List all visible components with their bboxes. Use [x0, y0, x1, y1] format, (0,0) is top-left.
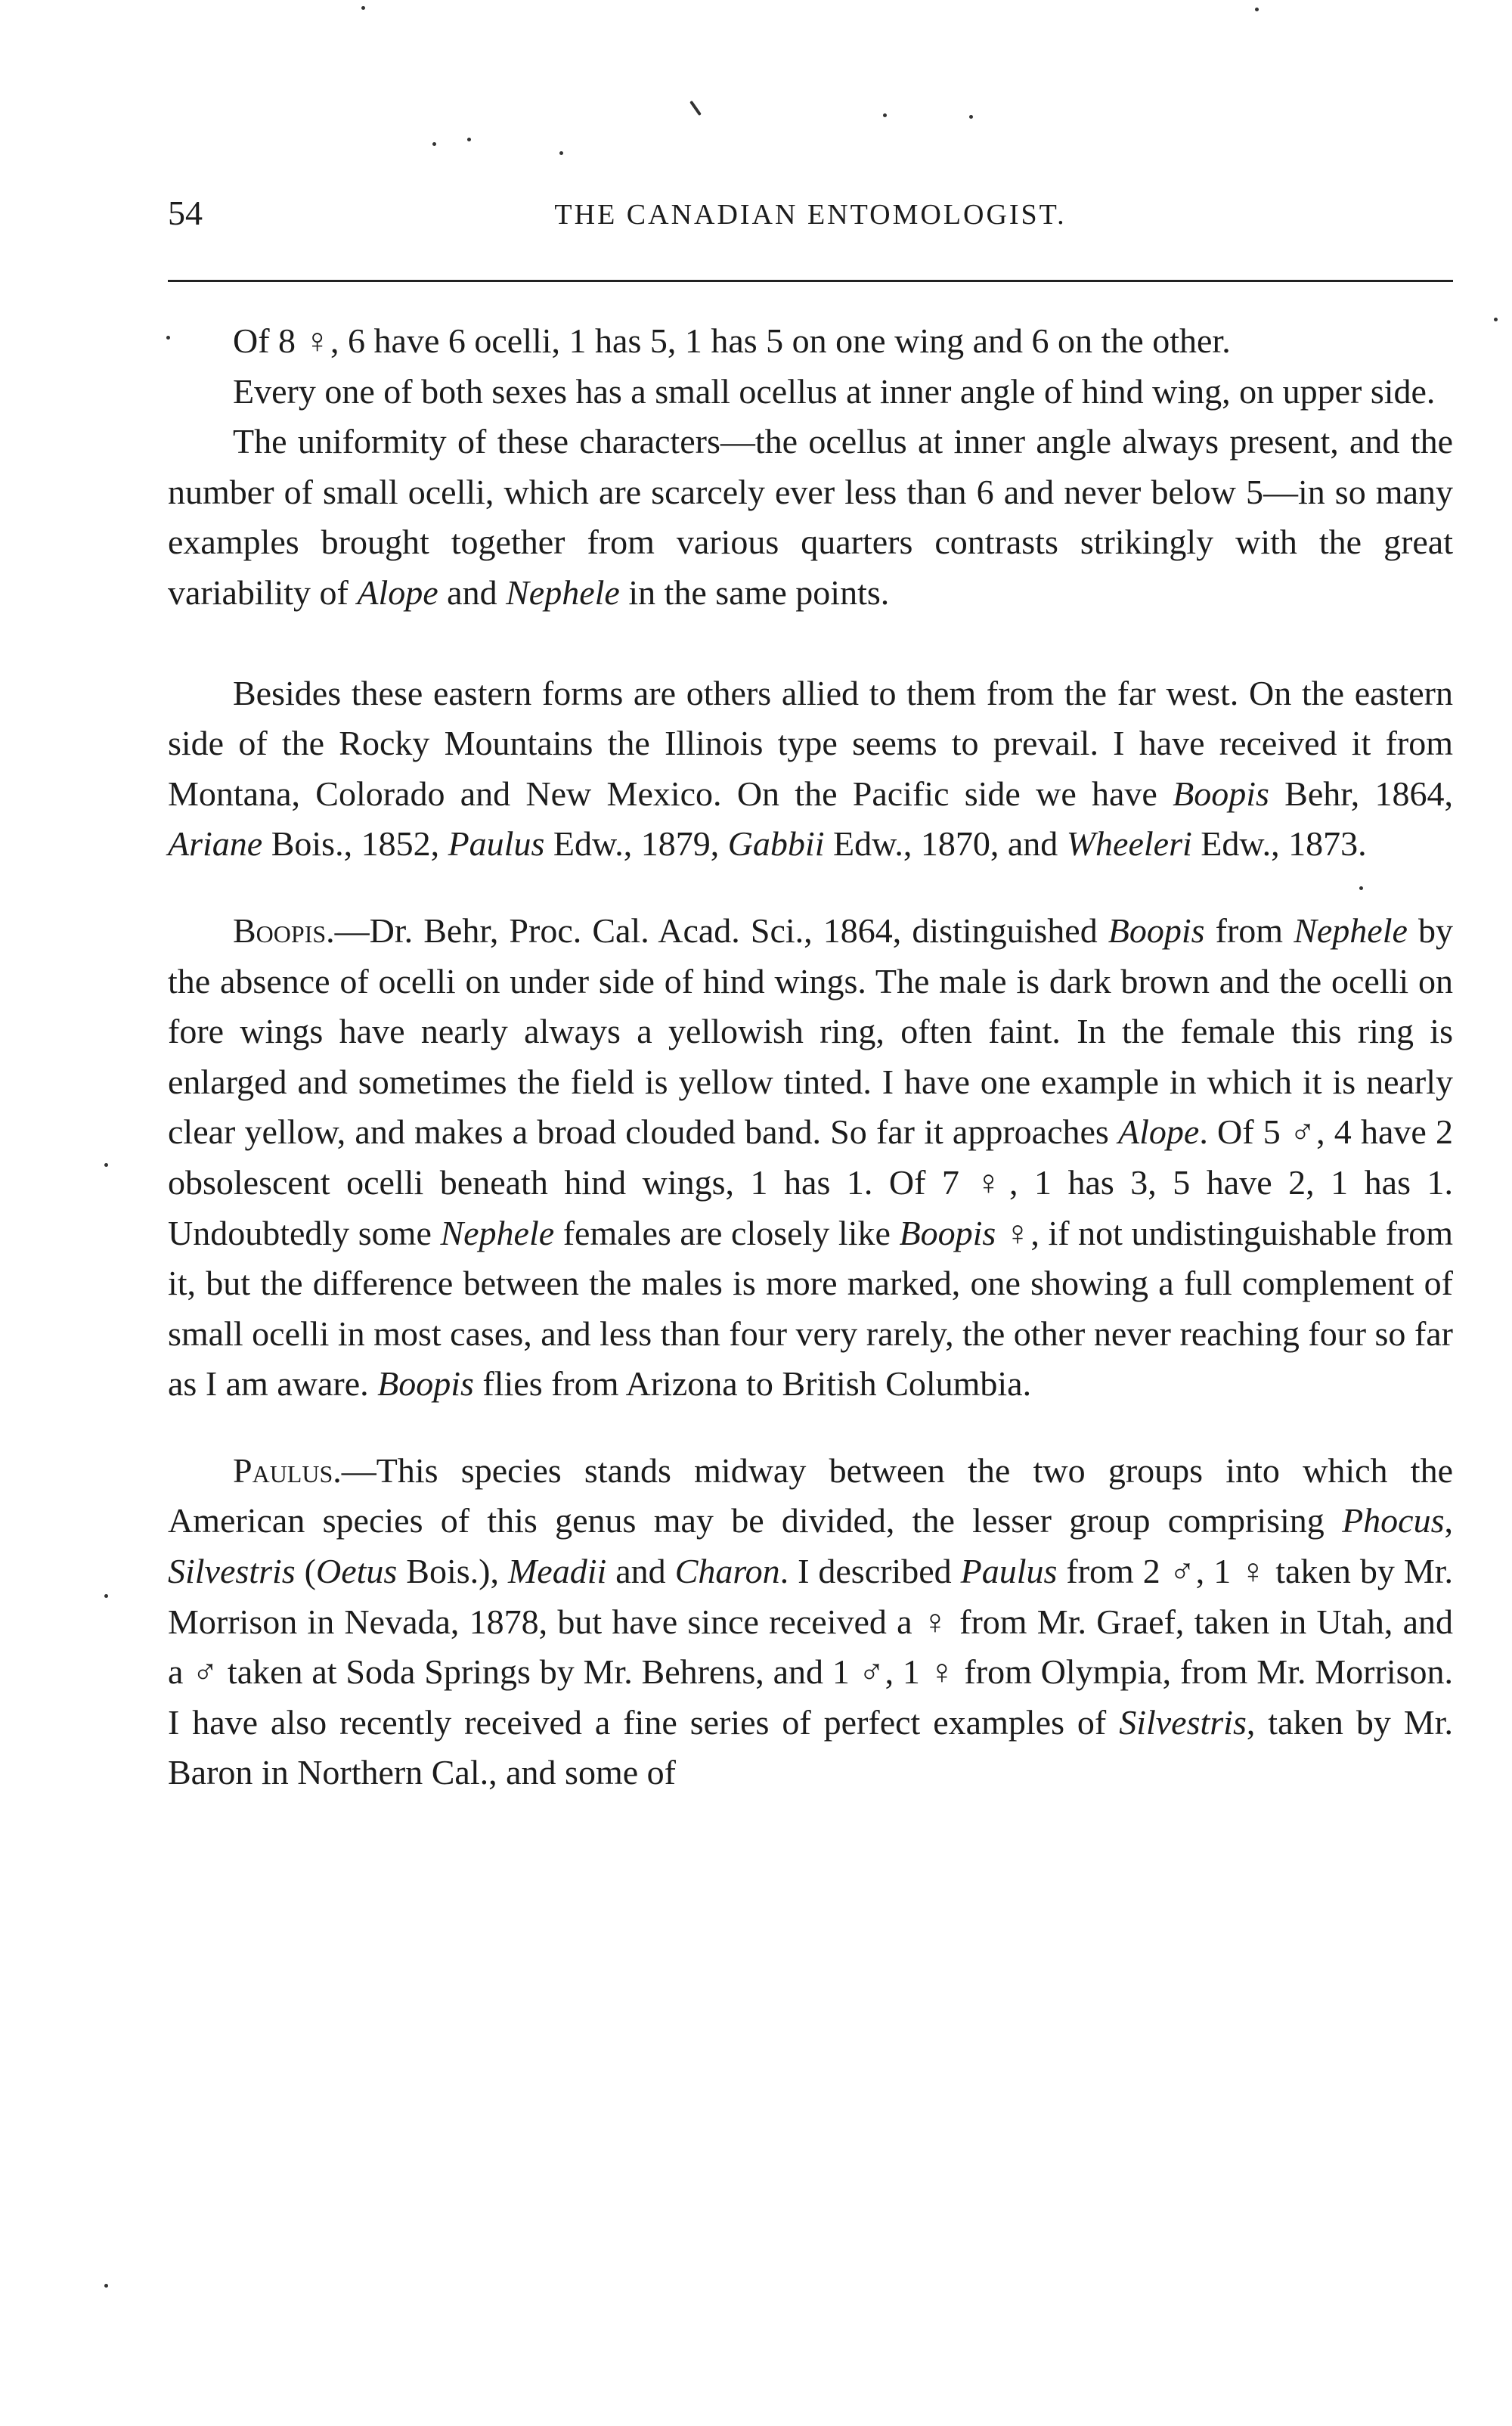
- paragraph-boopis: Boopis.—Dr. Behr, Proc. Cal. Acad. Sci., 1864, distinguished Boopis from Nephele by the absence of ocelli on under side of hind wings. The male is dark brown and the ocelli on fore wings have nearly always a yellowish ring, often faint. In the female this ring is enlarged and sometimes the field is yellow tinted. I have one example in which it is nearly clear yellow, and makes a broad clouded band. So far it approaches Alope. Of 5 ♂, 4 have 2 obsolescent ocelli beneath hind wings, 1 has 1. Of 7 ♀, 1 has 3, 5 have 2, 1 has 1. Undoubtedly some Nephele females are closely like Boopis ♀, if not undistinguishable from it, but the difference between the males is more marked, one showing a full complement of small ocelli in most cases, and less than four very rarely, the other never reaching four so far as I am aware. Boopis flies from Arizona to British Columbia.: [168, 911, 1453, 1404]
- section-heading-boopis: Boopis: [233, 911, 327, 950]
- paragraph-inner-angle-ocellus: Every one of both sexes has a small ocellus at inner angle of hind wing, on upper side.: [233, 371, 1436, 411]
- section-heading-paulus: Paulus: [233, 1450, 333, 1490]
- page-number: 54: [168, 194, 203, 232]
- page-header: [168, 191, 1453, 244]
- article-body: [168, 316, 1453, 1798]
- running-title: THE CANADIAN ENTOMOLOGIST.: [554, 199, 1067, 231]
- paragraph-uniformity: The uniformity of these characters—the ocellus at inner angle always present, and the number of small ocelli, which are scarcely ever less than 6 and never below 5—in so many examples brought together from various quarters contrasts strikingly with the great variability of Alope and Nephele in the same points.: [168, 422, 1453, 612]
- paragraph-ocelli-count: Of 8 ♀, 6 have 6 ocelli, 1 has 5, 1 has 5 on one wing and 6 on the other.: [233, 321, 1231, 360]
- paragraph-western-forms: Besides these eastern forms are others allied to them from the far west. On the eastern side of the Rocky Mountains the Illinois type seems to prevail. I have received it from Montana, Colorado and New Mexico. On the Pacific side we have Boopis Behr, 1864, Ariane Bois., 1852, Paulus Edw., 1879, Gabbii Edw., 1870, and Wheeleri Edw., 1873.: [168, 673, 1454, 864]
- header-rule: [168, 280, 1453, 282]
- paragraph-paulus: Paulus.—This species stands midway between the two groups into which the American species of this genus may be divided, the lesser group comprising Phocus, Silvestris (Oetus Bois.), Meadii and Charon. I described Paulus from 2 ♂, 1 ♀ taken by Mr. Morrison in Nevada, 1878, but have since received a ♀ from Mr. Graef, taken in Utah, and a ♂ taken at Soda Springs by Mr. Behrens, and 1 ♂, 1 ♀ from Olympia, from Mr. Morrison. I have also recently received a fine series of perfect examples of Silvestris, taken by Mr. Baron in Northern Cal., and some of: [168, 1450, 1454, 1792]
